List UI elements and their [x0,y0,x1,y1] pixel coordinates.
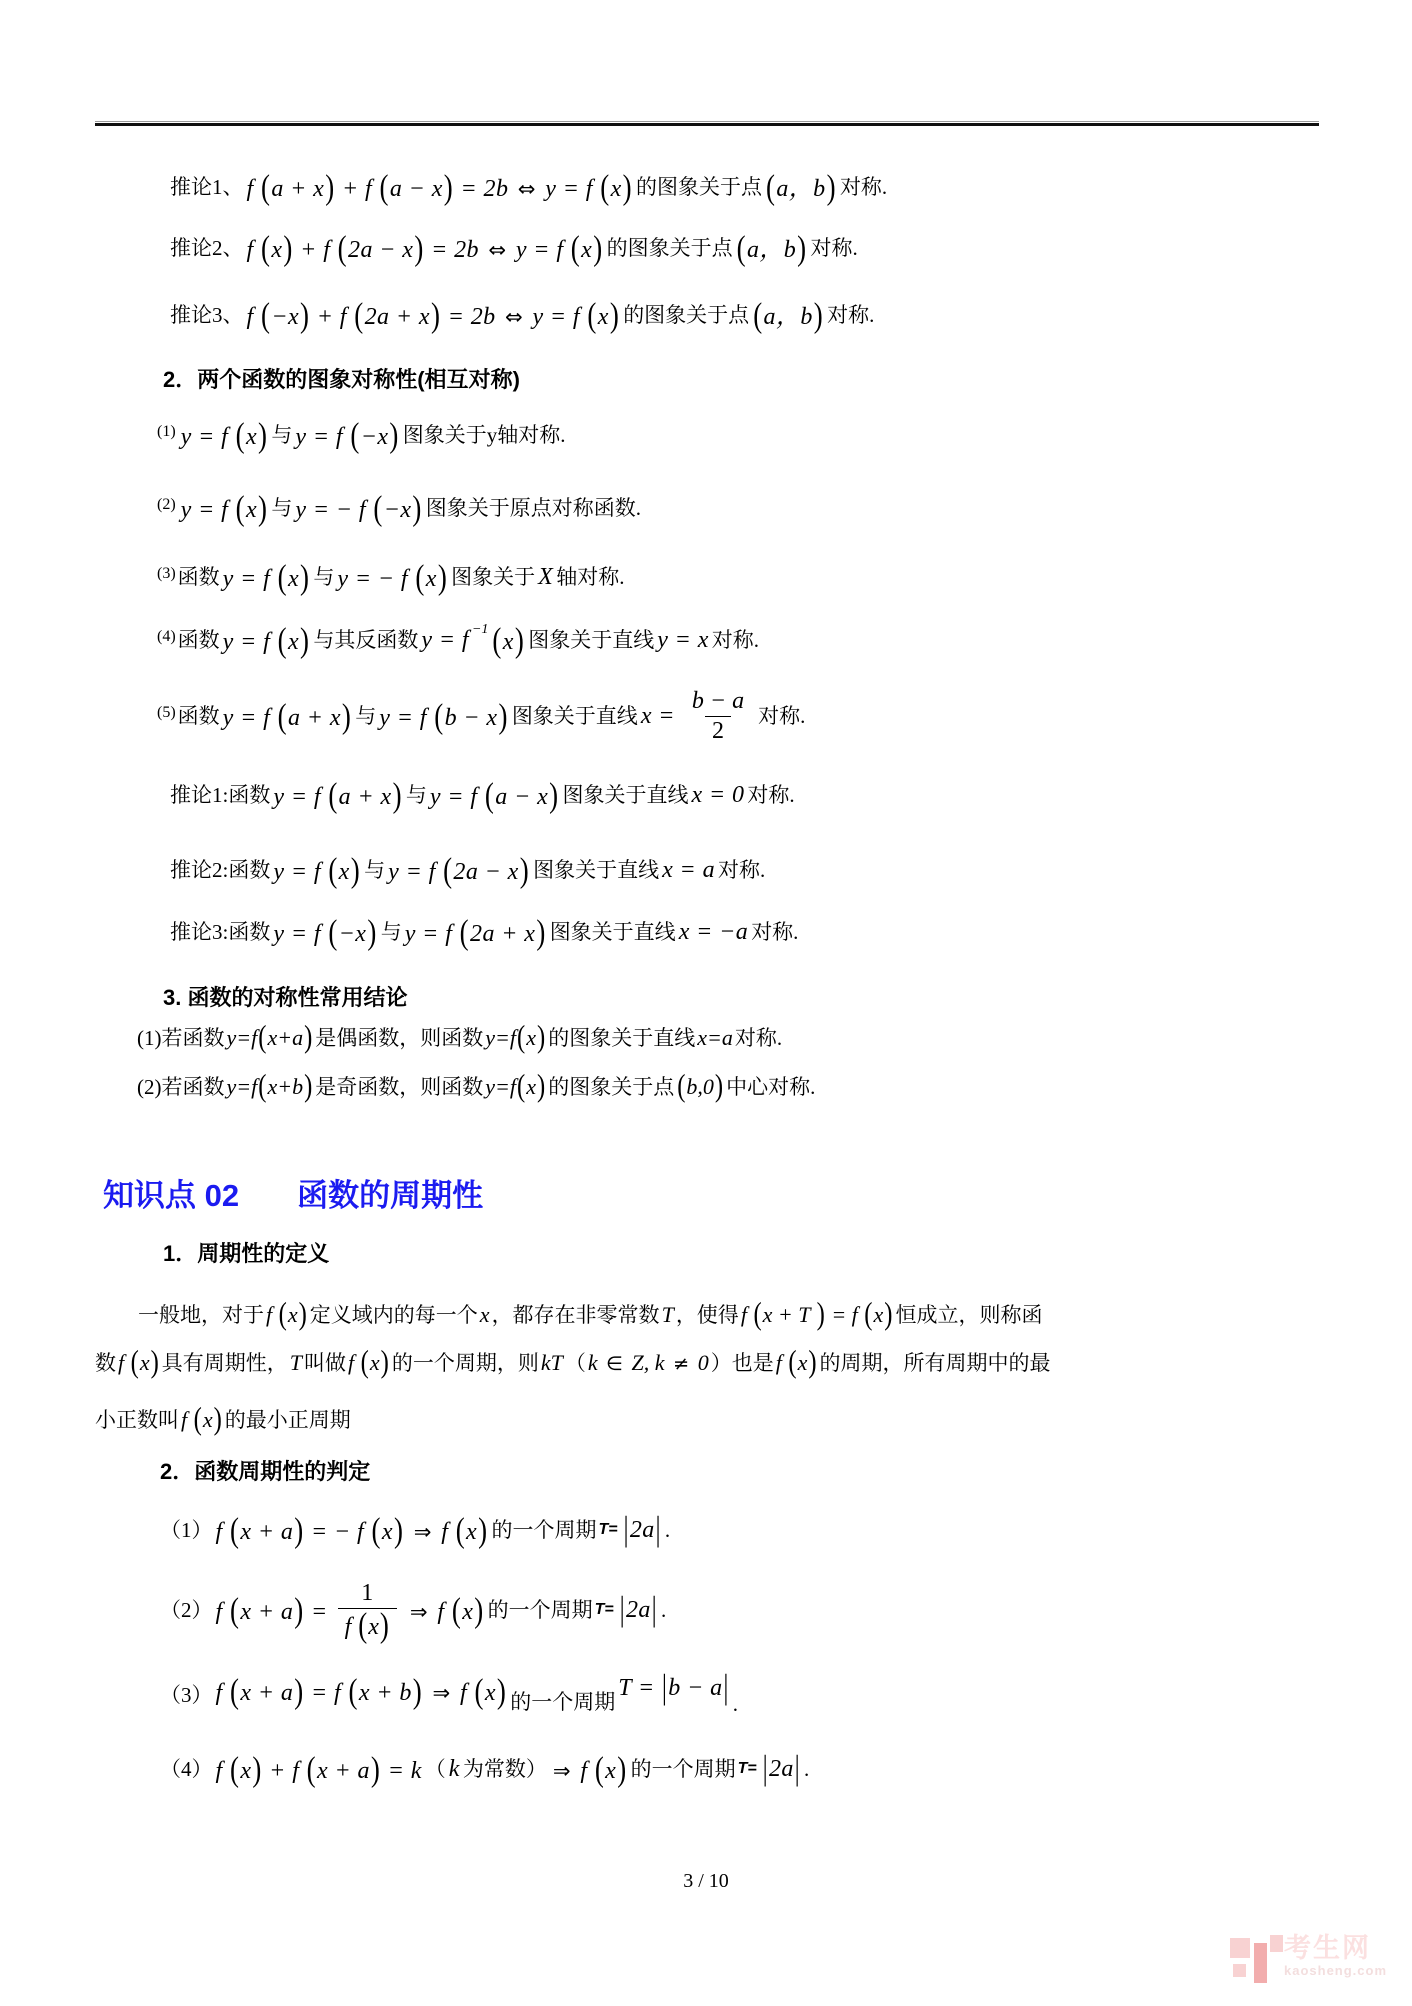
text-segment: 推论2、 [170,235,244,260]
math-segment: y = x [657,627,709,653]
text-segment: 图象关于原点对称函数. [425,495,642,520]
text-segment: 图象关于直线 [528,627,655,652]
watermark-text [1284,1933,1387,1978]
math-segment: f (a + x) + f (a − x) = 2b ⇔ y = f (x) [246,166,632,206]
math-segment: y = f (b − x) [379,695,508,735]
text-segment: 图象关于 [451,564,536,589]
conclusion-item-2 [137,1067,815,1107]
math-segment: f (x + T ) = f (x) [740,1296,893,1332]
watermark-site-name: 考生网 [1284,1933,1371,1963]
text-segment: 的图象关于点 [623,302,750,327]
corollary-line-3 [170,912,798,952]
text-segment: 的一个周期 [510,1689,616,1714]
math-segment: y=f(x+b) [226,1068,313,1104]
text-segment: 是奇函数，则函数 [315,1074,484,1099]
conclusion-item-1 [137,1018,782,1058]
mutual-symmetry-item-5 [157,676,805,756]
text-segment: 1．周期性的定义 [163,1241,330,1266]
math-segment: x = [640,703,675,729]
text-segment: 推论3、 [170,302,244,327]
math-segment: y=f(x) [485,1019,546,1055]
math-segment: y = f (a + x) [273,774,402,814]
text-segment: 定义域内的每一个 [309,1302,478,1327]
text-segment: (5) [157,704,176,721]
math-segment: y=f(x) [485,1068,546,1104]
text-segment: 图象关于y轴对称. [402,422,566,447]
text-segment: 3. 函数的对称性常用结论 [163,985,408,1010]
text-segment: 的一个周期，则 [391,1350,539,1375]
text-segment: 对称. [758,703,806,728]
math-segment: T= [737,1760,757,1777]
text-segment: 与 [271,422,293,447]
text-segment: 的一个周期 [630,1756,736,1781]
math-segment: x [479,1302,490,1327]
text-segment: 恒成立，则称函 [895,1302,1043,1327]
text-segment: (2) [157,496,176,513]
text-segment: (2)若函数 [137,1074,225,1099]
text-segment: 函数 [177,564,220,589]
math-segment: ⇒ f (x) [552,1748,627,1788]
mutual-symmetry-heading [163,360,520,400]
math-segment: T [289,1350,303,1375]
math-segment: x=a [697,1025,733,1050]
text-segment: 2．函数周期性的判定 [160,1459,371,1484]
text-segment: （1） [160,1517,213,1542]
math-segment: f (x) [118,1344,159,1380]
math-segment: y = f (−x) [295,414,399,454]
math-segment: y = − f (−x) [295,487,422,527]
text-segment: (3) [157,565,176,582]
text-segment: 与其反函数 [313,627,419,652]
text-segment: 与 [313,564,335,589]
text-segment: 的图象关于直线 [548,1025,696,1050]
text-segment: （4） [160,1756,213,1781]
corollary-line-2 [170,850,765,890]
math-segment: T= [594,1601,614,1618]
math-segment: y = − f (x) [337,556,448,596]
text-segment: ，都存在非零常数 [491,1302,660,1327]
text-segment: 图象关于直线 [549,919,676,944]
text-segment: . [660,1597,667,1622]
text-segment: 推论1、 [170,174,244,199]
mutual-symmetry-item-4 [157,620,759,660]
math-segment: x = a [662,857,715,883]
mutual-symmetry-item-2 [157,488,641,528]
text-segment: . [732,1691,738,1716]
text-segment: 是偶函数，则函数 [315,1025,484,1050]
periodicity-judgment-heading [160,1452,370,1492]
corollary-point-2 [170,228,858,268]
text-segment: （ [424,1756,446,1781]
text-segment: 对称. [839,174,888,199]
math-segment: X [538,564,554,590]
text-segment: 对称. [711,627,759,652]
math-segment: f (x + a) = [215,1589,328,1629]
judgment-item-4 [160,1749,809,1789]
mutual-symmetry-item-3 [157,557,624,597]
text-segment: 推论2:函数 [170,857,271,882]
periodicity-paragraph-line-3 [95,1400,351,1440]
text-segment: 为常数） [462,1756,547,1781]
text-segment: . [803,1756,810,1781]
math-segment: T = |b − a| [618,1669,729,1707]
text-segment: 的图象关于点 [548,1074,675,1099]
header-rule-thin-line [95,121,1319,122]
text-segment: 对称. [751,919,799,944]
math-segment: f (x) [181,1401,222,1437]
text-segment: 推论3:函数 [170,919,271,944]
text-segment: 数 [95,1350,116,1375]
text-segment: （2） [160,1597,213,1622]
fraction: $\frac{1}{f (x)}$ [338,1579,397,1642]
text-segment: （3） [160,1682,213,1707]
math-segment: f (x) [775,1344,817,1380]
math-segment: y = f (x) [222,619,310,659]
math-segment: y = f (x) [273,849,361,889]
text-segment: 的图象关于点 [636,174,762,199]
periodicity-definition-heading [163,1234,329,1274]
math-segment: y = f (x) [180,414,268,454]
math-segment: |2a| [619,1591,657,1629]
math-segment: f (x) [348,1344,389,1380]
kaosheng-logo-icon [1230,1933,1280,1991]
math-segment: f (x) + f (x + a) = k [215,1748,422,1788]
text-segment: 图象关于直线 [511,703,638,728]
text-segment: 函数 [177,627,220,652]
math-segment: x = −a [678,919,749,945]
text-segment: 图象关于直线 [562,782,689,807]
text-segment: 中心对称. [726,1074,816,1099]
math-segment: y = f (−x) [273,911,377,951]
text-segment: 推论1:函数 [170,782,271,807]
math-segment: |2a| [623,1511,661,1549]
logo-block [1254,1943,1267,1983]
text-segment: 的一个周期 [491,1517,597,1542]
text-segment: 一般地，对于 [138,1302,264,1327]
math-segment: (x) [492,619,525,659]
math-segment: f (x) [266,1296,307,1332]
text-segment: 函数 [177,703,220,728]
math-segment: k ∈ Z, k ≠ 0 [587,1350,709,1375]
common-conclusion-heading [163,978,407,1018]
text-segment: 小正数叫 [95,1407,179,1432]
corollary-point-3 [170,295,874,335]
text-segment: 的图象关于点 [606,235,733,260]
math-segment: (a，b) [766,166,836,206]
header-rule [95,121,1319,125]
math-segment: y = f [421,627,469,653]
math-segment: f (x + a) = f (x + b) ⇒ f (x) [215,1670,507,1710]
text-segment: 的最小正周期 [224,1407,351,1432]
text-segment: 对称. [747,782,795,807]
text-segment: 知识点 02 [103,1177,240,1213]
math-segment: (b,0) [677,1068,724,1104]
corollary-line-1 [170,775,795,815]
periodicity-paragraph-line-1 [138,1295,1042,1335]
text-segment: 的周期，所有周期中的最 [819,1350,1051,1375]
header-rule-thick-line [95,123,1319,126]
text-segment: 与 [355,703,377,728]
judgment-item-2 [160,1570,666,1650]
math-segment: kT [540,1350,563,1375]
page-number: 3 / 10 [683,1870,729,1892]
logo-block [1270,1935,1283,1952]
math-segment: |2a| [762,1750,800,1788]
math-segment: f (x + a) = − f (x) ⇒ f (x) [215,1509,488,1549]
text-segment: . [664,1517,671,1542]
mutual-symmetry-item-1 [157,415,566,455]
text-segment: (4) [157,628,176,645]
judgment-item-3 [160,1669,738,1716]
math-segment: y = f (x) [222,556,310,596]
text-segment: 对称. [810,235,858,260]
math-segment: y = f (2a − x) [388,849,530,889]
math-segment: y=f(x+a) [226,1019,313,1055]
corollary-point-1 [170,167,887,207]
math-segment: y = f (2a + x) [404,911,546,951]
math-segment: x = 0 [691,782,745,808]
math-segment: (a，b) [736,227,807,267]
text-segment: 与 [364,857,386,882]
knowledge-point-02-heading [103,1172,483,1218]
math-segment: ⇒ f (x) [409,1589,484,1629]
text-segment: (1)若函数 [137,1025,225,1050]
math-segment: y = f (a − x) [429,774,559,814]
math-segment: T [661,1302,674,1327]
text-segment: 与 [405,782,427,807]
text-segment: 叫做 [304,1350,347,1375]
text-segment: 与 [380,919,402,944]
text-segment: 轴对称. [556,564,625,589]
text-segment: 图象关于直线 [533,857,660,882]
logo-block [1230,1938,1250,1958]
text-segment: 2．两个函数的图象对称性(相互对称) [163,367,520,392]
text-segment: 函数的周期性 [297,1177,484,1213]
text-segment: （ [564,1350,586,1375]
watermark-site-domain: kaosheng.com [1284,1963,1388,1978]
math-segment: (a，b) [753,294,824,334]
text-segment: ）也是 [710,1350,774,1375]
watermark [1230,1933,1400,1993]
periodicity-paragraph-line-2 [95,1343,1051,1383]
math-segment: y = f (a + x) [222,695,352,735]
math-segment: y = f (x) [180,487,268,527]
math-segment: f (x) + f (2a − x) = 2b ⇔ y = f (x) [246,227,603,267]
math-segment: f (−x) + f (2a + x) = 2b ⇔ y = f (x) [246,294,620,334]
math-segment: k [448,1756,460,1782]
text-segment: 对称. [827,302,875,327]
text-segment: 对称. [734,1025,783,1050]
math-segment: T= [598,1521,618,1538]
fraction: $\frac{b - a}{2}$ [691,687,745,744]
judgment-item-1 [160,1510,670,1550]
text-segment: (1) [157,423,176,440]
text-segment: 对称. [717,857,766,882]
text-segment: 具有周期性， [161,1350,288,1375]
logo-block [1233,1964,1246,1977]
math-segment: −1 [471,622,489,637]
text-segment: ，使得 [675,1302,739,1327]
text-segment: 与 [271,495,293,520]
text-segment: 的一个周期 [487,1597,593,1622]
